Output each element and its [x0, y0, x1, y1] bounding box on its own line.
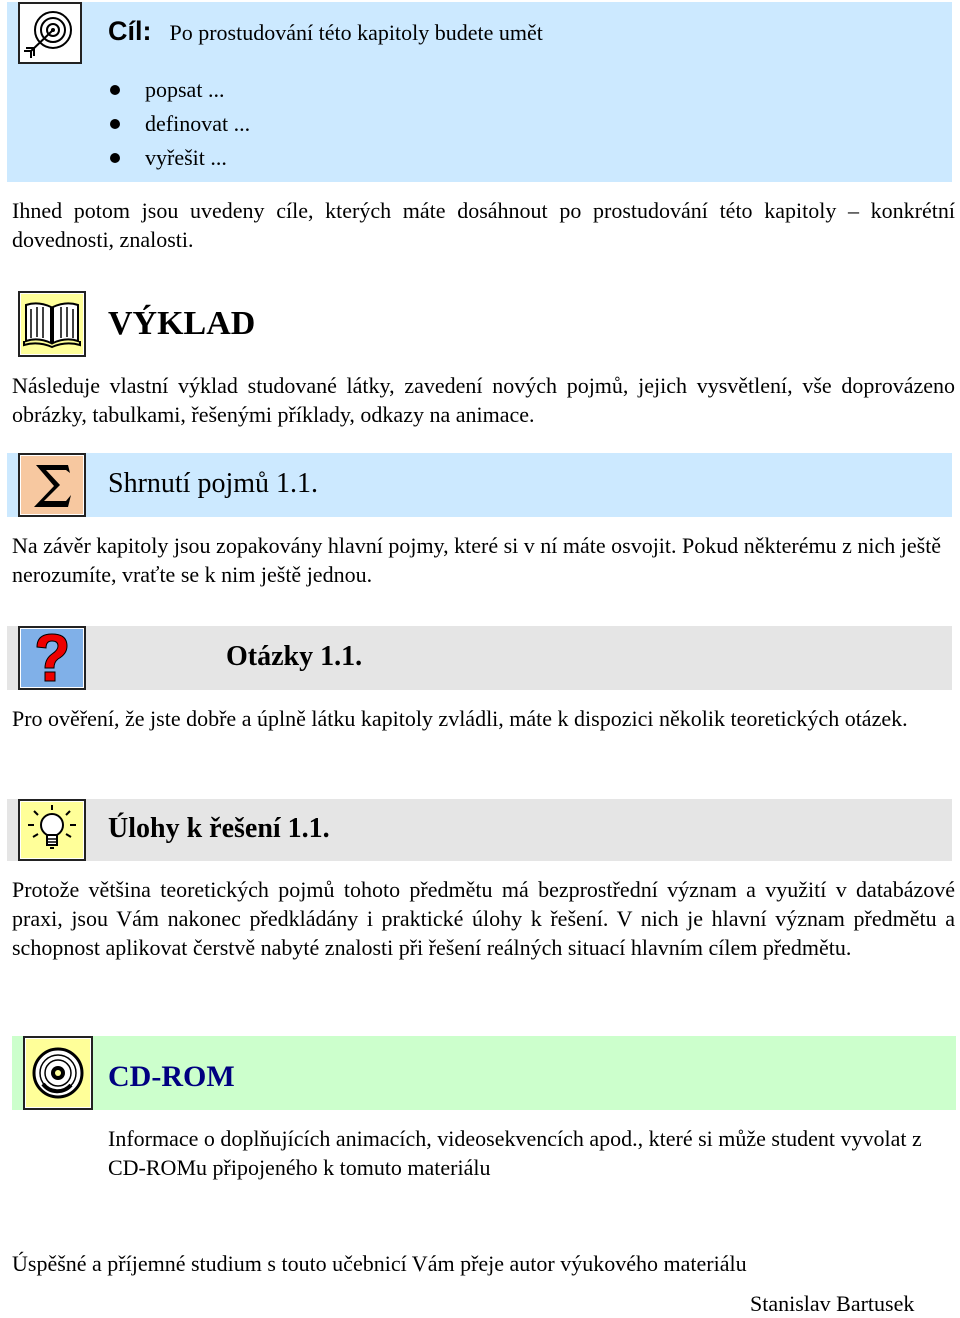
goal-bullet-item: popsat ... — [108, 73, 250, 107]
target-icon — [18, 2, 82, 64]
lightbulb-icon — [18, 799, 86, 861]
cd-rom-icon — [23, 1036, 93, 1110]
author-name: Stanislav Bartusek — [750, 1291, 915, 1316]
questions-title: Otázky 1.1. — [226, 641, 363, 672]
questions-description: Pro ověření, že jste dobře a úplně látku kapitoly zvládli, máte k dispozici několik teoretických otázek. — [12, 706, 908, 731]
tasks-title: Úlohy k řešení 1.1. — [108, 813, 330, 844]
lecture-description: Následuje vlastní výklad studované látky, zavedení nových pojmů, jejich vysvětlení, vše doprovázeno obrázky, tabulkami, řešenými příklady, odkazy na animace. — [12, 373, 955, 427]
question-mark-icon — [18, 626, 86, 690]
goal-subtitle: Po prostudování této kapitoly budete umět — [169, 20, 543, 45]
cdrom-title: CD-ROM — [108, 1060, 235, 1093]
questions-band — [7, 626, 952, 690]
closing-message: Úspěšné a příjemné studium s touto učebnicí Vám přeje autor výukového materiálu — [12, 1251, 747, 1276]
summary-title: Shrnutí pojmů 1.1. — [108, 468, 319, 499]
cdrom-description: Informace o doplňujících animacích, videosekvencích apod., které si může student vyvolat z CD-ROMu připojeného k tomuto materiálu — [108, 1126, 922, 1180]
goal-bullet-item: definovat ... — [108, 107, 250, 141]
book-icon — [18, 291, 86, 357]
goal-heading — [108, 16, 543, 47]
goal-description: Ihned potom jsou uvedeny cíle, kterých máte dosáhnout po prostudování této kapitoly – konkrétní dovednosti, znalosti. — [12, 198, 955, 252]
goal-label: Cíl: — [108, 16, 152, 46]
tasks-description: Protože většina teoretických pojmů tohoto předmětu má bezprostřední význam a využití v databázové praxi, jsou Vám nakonec předkládány i praktické úlohy k řešení. V nich je hlavní význam předmětu a schopnost aplikovat čerstvě nabyté znalosti při řešení reálných situací hlavním cílem předmětu. — [12, 877, 955, 960]
lecture-title: VÝKLAD — [108, 305, 256, 342]
goal-bullet-list — [108, 73, 250, 175]
sigma-icon — [18, 453, 86, 517]
goal-bullet-item: vyřešit ... — [108, 141, 250, 175]
summary-description: Na závěr kapitoly jsou zopakovány hlavní pojmy, které si v ní máte osvojit. Pokud některému z nich ještě nerozumíte, vraťte se k nim ještě jednou. — [12, 533, 942, 587]
